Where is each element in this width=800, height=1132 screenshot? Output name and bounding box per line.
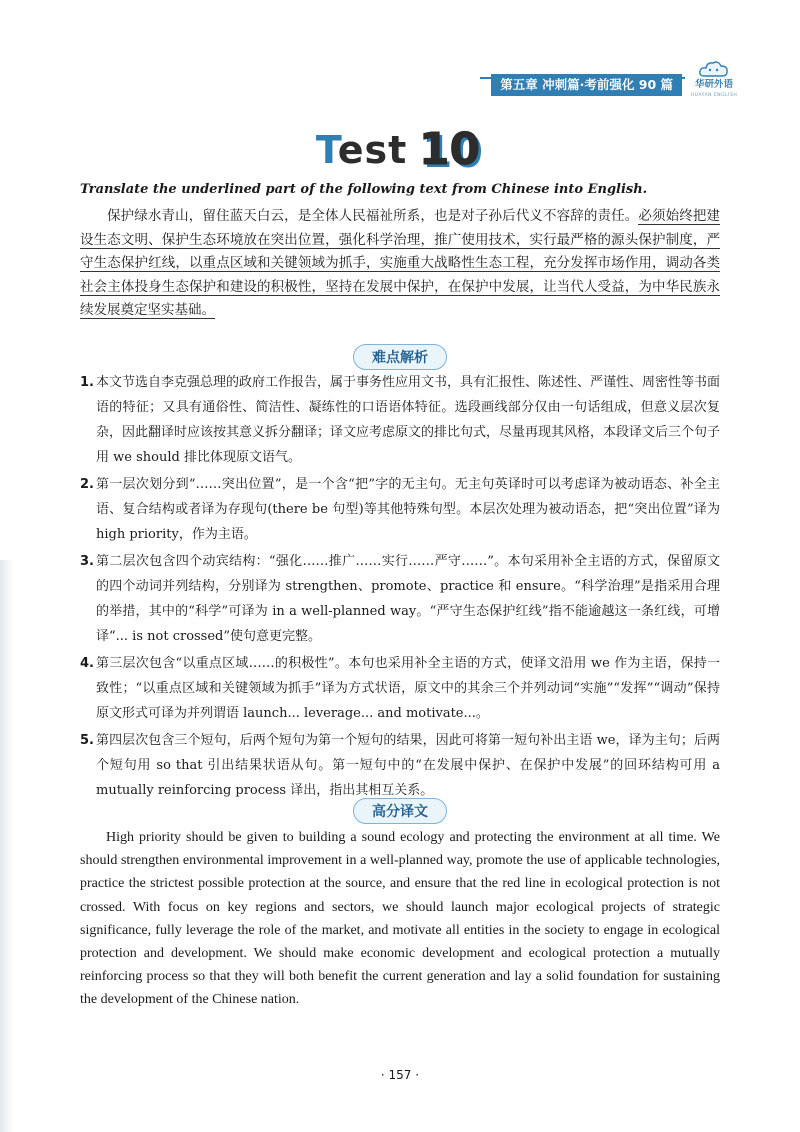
- analysis-item-number: 4.: [80, 656, 94, 671]
- publisher-logo: [688, 58, 740, 98]
- analysis-list: [80, 370, 720, 805]
- analysis-heading-label: 难点解析: [353, 344, 447, 370]
- analysis-item-number: 1.: [80, 375, 94, 390]
- analysis-item: [80, 549, 720, 649]
- analysis-item-text: 第四层次包含三个短句，后两个短句为第一个短句的结果，因此可将第一短句补出主语 we，译为主句；后两个短句用 so that 引出结果状语从句。第一短句中的“在发展中保护、在保护中发展”的回环结构可用 a mutually reinforcing process 译出，指出其相互关系。: [96, 733, 720, 798]
- page-title: [0, 124, 800, 175]
- analysis-heading: [0, 344, 800, 370]
- page-number: · 157 ·: [380, 1068, 420, 1082]
- chapter-banner: 第五章 冲刺篇·考前强化 90 篇: [491, 74, 682, 96]
- title-word: [316, 128, 407, 172]
- analysis-item-text: 第一层次划分到“……突出位置”，是一个含“把”字的无主句。无主句英译时可以考虑译为被动语态、补全主语、复合结构或者译为存现句(there be 句型)等其他特殊句型。本层次处理为被动语态，把“突出位置”译为 high priority，作为主语。: [96, 477, 720, 542]
- title-number: 10: [418, 124, 481, 175]
- logo-text: 华研外语: [694, 79, 733, 90]
- instruction: Translate the underlined part of the following text from Chinese into English.: [80, 182, 648, 197]
- translation-passage: High priority should be given to building a sound ecology and protecting the environment at all time. We should strengthen environmental improvement in a well-planned way, promote the use of applicable technologies, practice the strictest possible protection at the source, and ensure that the red line in ecological protection is not crossed. With focus on key regions and sectors, we should launch major ecological projects of strategic significance, fully leverage the role of the market, and motivate all entities in the society to engage in ecological protection and development. We should make economic development and ecological protection a mutually reinforcing process so that they will both benefit the current generation and lay a solid foundation for sustaining the development of the Chinese nation.: [80, 830, 720, 1008]
- logo-subtext: HUAYAN ENGLISH: [690, 93, 738, 98]
- analysis-item-text: 第二层次包含四个动宾结构：“强化……推广……实行……严守……”。本句采用补全主语的方式，保留原文的四个动词并列结构，分别译为 strengthen、promote、practice 和 ensure。“科学治理”是指采用合理的举措，其中的“科学”可译为 in a well-planned way。“严守生态保护红线”指不能逾越这一条红线，可增译“... is not crossed”使句意更完整。: [96, 554, 720, 644]
- translation-heading-label: 高分译文: [353, 798, 447, 824]
- source-underlined-text: 必须始终把建设生态文明、保护生态环境放在突出位置，强化科学治理，推广使用技术，实行最严格的源头保护制度，严守生态保护红线，以重点区域和关键领域为抓手，实施重大战略性生态工程，充分发挥市场作用，调动各类社会主体投身生态保护和建设的积极性，坚持在发展中保护，在保护中发展，让当代人受益，为中华民族永续发展奠定坚实基础。: [80, 208, 720, 318]
- analysis-item: [80, 651, 720, 726]
- analysis-item-text: 第三层次包含“以重点区域……的积极性”。本句也采用补全主语的方式，使译文沿用 we 作为主语，保持一致性；“以重点区域和关键领域为抓手”译为方式状语，原文中的其余三个并列动词“实施”“发挥”“调动”保持原文形式可译为并列谓语 launch... leverage... and motivate...。: [96, 656, 720, 721]
- analysis-item-number: 2.: [80, 477, 94, 492]
- analysis-item-text: 本文节选自李克强总理的政府工作报告，属于事务性应用文书，具有汇报性、陈述性、严谨性、周密性等书面语的特征；又具有通俗性、简洁性、凝练性的口语语体特征。选段画线部分仅由一句话组成，但意义层次复杂，因此翻译时应该按其意义拆分翻译；译文应考虑原文的排比句式，尽量再现其风格，本段译文后三个句子用 we should 排比体现原文语气。: [96, 375, 721, 465]
- analysis-item: [80, 370, 720, 470]
- analysis-item-number: 5.: [80, 733, 94, 748]
- translation-heading: [0, 798, 800, 824]
- analysis-item: [80, 728, 720, 803]
- source-plain-text: 保护绿水青山，留住蓝天白云，是全体人民福祉所系，也是对子孙后代义不容辞的责任。: [107, 208, 639, 224]
- analysis-item: [80, 472, 720, 547]
- title-word-rest: est: [337, 128, 408, 172]
- source-passage: [80, 205, 720, 323]
- analysis-item-number: 3.: [80, 554, 94, 569]
- page-edge-shadow: [0, 560, 14, 1132]
- page-header: [491, 58, 740, 98]
- title-word-initial: T: [315, 128, 338, 172]
